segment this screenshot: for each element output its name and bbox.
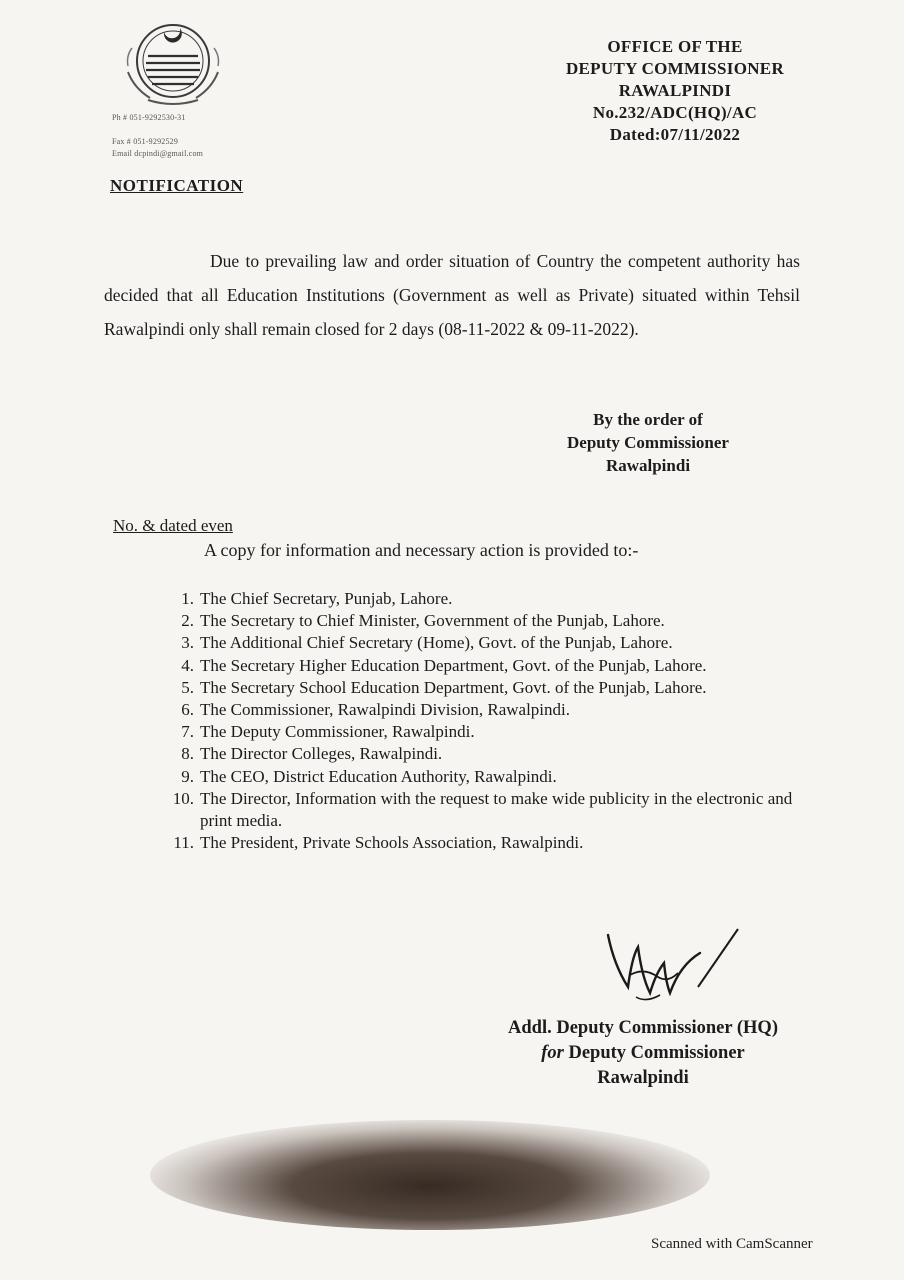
header-line-city: RAWALPINDI — [618, 81, 732, 100]
distribution-item-text: The Deputy Commissioner, Rawalpindi. — [200, 722, 475, 742]
order-line-2: Deputy Commissioner — [567, 433, 729, 452]
distribution-item — [158, 766, 798, 788]
distribution-item-number: 7. — [181, 722, 194, 742]
reference-number: No.232/ADC(HQ)/AC — [592, 103, 758, 122]
distribution-item-number: 3. — [181, 633, 194, 653]
distribution-item-text: The Director Colleges, Rawalpindi. — [200, 744, 443, 764]
distribution-item-text: The Chief Secretary, Punjab, Lahore. — [200, 589, 453, 608]
distribution-item-text: The Commissioner, Rawalpindi Division, Rawalpindi. — [200, 700, 570, 720]
signatory-block — [478, 1016, 808, 1091]
camscanner-watermark: Scanned with CamScanner — [651, 1236, 813, 1252]
distribution-item-text: The Secretary School Education Department, Govt. of the Punjab, Lahore. — [200, 677, 707, 697]
distribution-item-number: 1. — [181, 589, 194, 608]
order-line-1: By the order of — [593, 410, 703, 429]
distribution-item-number: 5. — [181, 677, 194, 697]
distribution-item-number: 8. — [181, 744, 194, 764]
distribution-item — [158, 655, 798, 677]
distribution-item-text: The President, Private Schools Association, Rawalpindi. — [200, 833, 584, 853]
signatory-designation: Addl. Deputy Commissioner (HQ) — [508, 1018, 778, 1038]
distribution-item-number: 9. — [181, 766, 194, 786]
signatory-for-word: for — [541, 1043, 564, 1063]
distribution-item-text: The Director, Information with the request to make wide publicity in the electronic and print media. — [200, 788, 793, 831]
office-header — [520, 36, 830, 146]
distribution-item — [158, 788, 798, 832]
distribution-item — [158, 610, 798, 632]
notification-body: Due to prevailing law and order situation of Country the competent authority has decided that all Education Institutions (Government as well as Private) situated within Tehsil Rawalpindi only shall remain closed for 2 days (08-11-2022 & 09-11-2022). — [104, 251, 800, 339]
distribution-item-number: 6. — [181, 700, 194, 720]
distribution-item — [158, 743, 798, 765]
letterhead-email: Email dcpindi@gmail.com — [112, 149, 204, 158]
order-block — [548, 408, 748, 477]
distribution-item-text: The Additional Chief Secretary (Home), Govt. of the Punjab, Lahore. — [200, 633, 673, 653]
order-line-3: Rawalpindi — [605, 456, 691, 475]
header-line-deputy-commissioner: DEPUTY COMMISSIONER — [565, 59, 785, 78]
distribution-item — [158, 699, 798, 721]
distribution-item — [158, 677, 798, 699]
letterhead-phone: Ph # 051-9292530-31 — [112, 113, 186, 122]
distribution-list — [158, 588, 798, 854]
signatory-for-line — [478, 1041, 808, 1066]
distribution-item — [158, 588, 798, 610]
distribution-item-text: The Secretary Higher Education Department, Govt. of the Punjab, Lahore. — [200, 655, 707, 675]
distribution-item — [158, 632, 798, 654]
signatory-for-rest: Deputy Commissioner — [563, 1043, 745, 1063]
dated-even-label: No. & dated even — [113, 516, 233, 535]
header-line-office: OFFICE OF THE — [607, 37, 743, 56]
distribution-item-number: 4. — [181, 655, 194, 675]
distribution-item — [158, 832, 798, 854]
notification-title: NOTIFICATION — [110, 176, 244, 195]
document-date: Dated:07/11/2022 — [609, 125, 741, 144]
handwritten-signature — [600, 925, 750, 1015]
distribution-item-text: The Secretary to Chief Minister, Government of the Punjab, Lahore. — [200, 611, 665, 631]
punjab-emblem-icon — [118, 14, 228, 109]
distribution-item-number: 10. — [172, 788, 194, 808]
distribution-item-number: 11. — [173, 833, 194, 853]
distribution-item-text: The CEO, District Education Authority, Rawalpindi. — [200, 766, 557, 786]
distribution-item — [158, 721, 798, 743]
scan-smudge — [150, 1120, 710, 1230]
copy-intro: A copy for information and necessary action is provided to:- — [204, 540, 639, 560]
letterhead-fax: Fax # 051-9292529 — [112, 137, 179, 146]
distribution-item-number: 2. — [181, 611, 194, 631]
signatory-city: Rawalpindi — [597, 1068, 689, 1088]
